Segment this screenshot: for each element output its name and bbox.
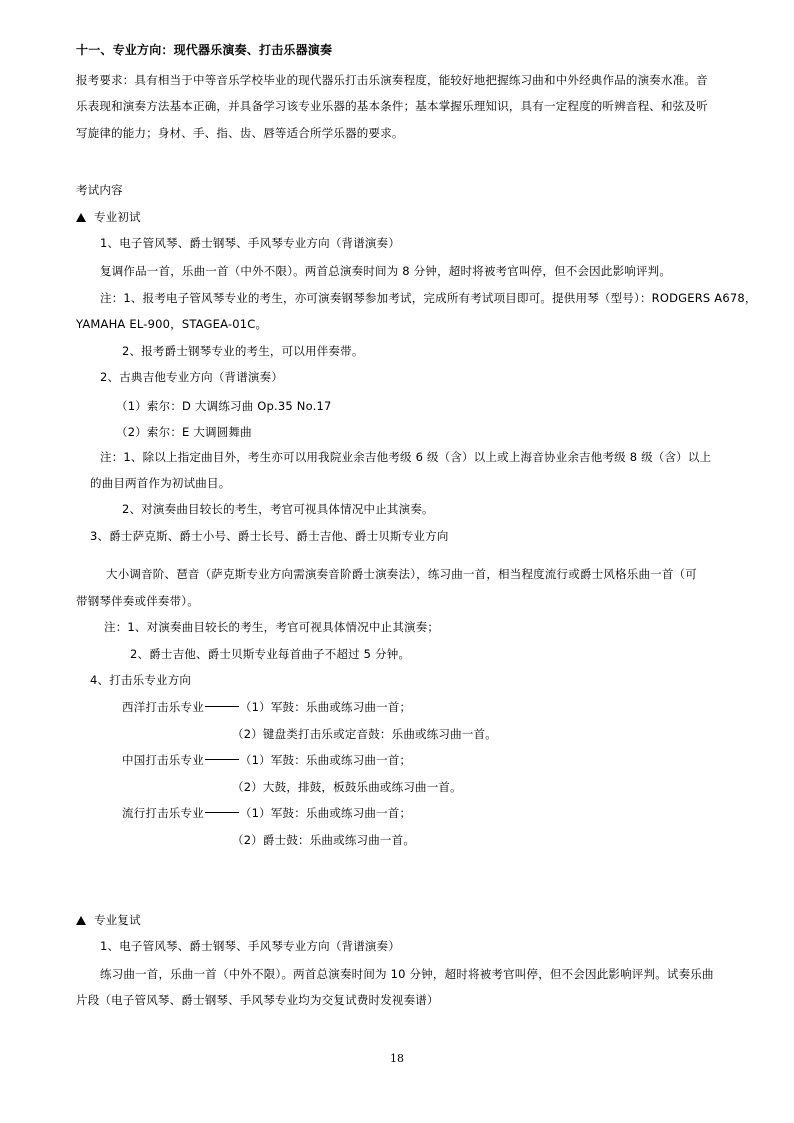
requirements-line-3: 写旋律的能力；身材、手、指、齿、唇等适合所学乐器的要求。 xyxy=(76,126,404,140)
prelim-item-3-body-2: 带钢琴伴奏或伴奏带）。 xyxy=(76,594,199,608)
percussion-western-item-1: （1）军鼓：乐曲或练习曲一首； xyxy=(239,700,412,714)
em-dash-rule xyxy=(205,759,239,760)
exam-content-heading: 考试内容 xyxy=(76,183,123,197)
prelim-item-3-note-2: 2、爵士吉他、爵士贝斯专业每首曲子不超过 5 分钟。 xyxy=(130,647,411,661)
retest-heading-label: 专业复试 xyxy=(94,913,141,927)
percussion-chinese-name: 中国打击乐专业 xyxy=(122,753,204,767)
prelim-item-2-note-1: 注：1、除以上指定曲目外，考生亦可以用我院业余吉他考级 6 级（含）以上或上海音协业余吉他考级 8 级（含）以上 xyxy=(100,450,712,464)
triangle-bullet-icon xyxy=(76,916,86,925)
percussion-chinese-item-1: （1）军鼓：乐曲或练习曲一首； xyxy=(239,753,412,767)
percussion-pop-item-2: （2）爵士鼓：乐曲或练习曲一首。 xyxy=(232,833,416,847)
em-dash-rule xyxy=(205,812,239,813)
prelim-item-1-note-1: 注：1、报考电子管风琴专业的考生，亦可演奏钢琴参加考试，完成所有考试项目即可。提供用琴（型号）：RODGERS A678， xyxy=(100,291,757,305)
prelim-item-2-piece-2: （2）索尔：E 大调圆舞曲 xyxy=(116,425,252,439)
requirements-line-1: 报考要求：具有相当于中等音乐学校毕业的现代器乐打击乐演奏程度，能较好地把握练习曲和中外经典作品的演奏水准。音 xyxy=(76,73,708,87)
prelim-item-3-note-1: 注：1、对演奏曲目较长的考生，考官可视具体情况中止其演奏； xyxy=(104,620,440,634)
triangle-bullet-icon xyxy=(76,213,86,222)
prelim-item-2-title: 2、古典吉他专业方向（背谱演奏） xyxy=(100,370,284,384)
percussion-chinese-row-1 xyxy=(122,752,411,768)
page-number: 18 xyxy=(390,1052,404,1065)
prelim-item-4-title: 4、打击乐专业方向 xyxy=(90,673,192,687)
preliminary-heading-label: 专业初试 xyxy=(94,210,141,224)
percussion-western-item-2: （2）键盘类打击乐或定音鼓：乐曲或练习曲一首。 xyxy=(232,727,497,741)
prelim-item-3-body-1: 大小调音阶、琶音（萨克斯专业方向需演奏音阶爵士演奏法），练习曲一首，相当程度流行或爵士风格乐曲一首（可 xyxy=(106,567,697,581)
percussion-pop-name: 流行打击乐专业 xyxy=(122,806,204,820)
preliminary-heading xyxy=(76,209,141,225)
prelim-item-2-note-2: 2、对演奏曲目较长的考生，考官可视具体情况中止其演奏。 xyxy=(122,502,434,516)
percussion-chinese-item-2: （2）大鼓，排鼓，板鼓乐曲或练习曲一首。 xyxy=(232,780,462,794)
retest-item-1-body-1: 练习曲一首，乐曲一首（中外不限）。两首总演奏时间为 10 分钟，超时将被考官叫停，但不会因此影响评判。试奏乐曲 xyxy=(100,967,714,981)
percussion-western-row-1 xyxy=(122,699,411,715)
percussion-western-name: 西洋打击乐专业 xyxy=(122,700,204,714)
requirements-line-2: 乐表现和演奏方法基本正确，并具备学习该专业乐器的基本条件；基本掌握乐理知识，具有一定程度的听辨音程、和弦及听 xyxy=(76,99,708,113)
prelim-item-1-title: 1、电子管风琴、爵士钢琴、手风琴专业方向（背谱演奏） xyxy=(100,236,401,250)
retest-heading xyxy=(76,912,141,928)
prelim-item-2-piece-1: （1）索尔：D 大调练习曲 Op.35 No.17 xyxy=(116,399,332,413)
em-dash-rule xyxy=(205,706,239,707)
prelim-item-2-note-1-cont: 的曲目两首作为初试曲目。 xyxy=(90,476,231,490)
retest-item-1-title: 1、电子管风琴、爵士钢琴、手风琴专业方向（背谱演奏） xyxy=(100,939,401,953)
prelim-item-1-note-2: 2、报考爵士钢琴专业的考生，可以用伴奏带。 xyxy=(122,344,364,358)
prelim-item-1-body: 复调作品一首，乐曲一首（中外不限）。两首总演奏时间为 8 分钟，超时将被考官叫停，但不会因此影响评判。 xyxy=(100,264,672,278)
retest-item-1-body-2: 片段（电子管风琴、爵士钢琴、手风琴专业均为交复试费时发视奏谱） xyxy=(76,993,439,1007)
section-title: 十一、专业方向：现代器乐演奏、打击乐器演奏 xyxy=(76,43,333,57)
prelim-item-1-note-1-cont: YAMAHA EL-900，STAGEA-01C。 xyxy=(76,317,268,331)
percussion-pop-item-1: （1）军鼓：乐曲或练习曲一首； xyxy=(239,806,412,820)
prelim-item-3-title: 3、爵士萨克斯、爵士小号、爵士长号、爵士吉他、爵士贝斯专业方向 xyxy=(90,529,449,543)
percussion-pop-row-1 xyxy=(122,805,411,821)
